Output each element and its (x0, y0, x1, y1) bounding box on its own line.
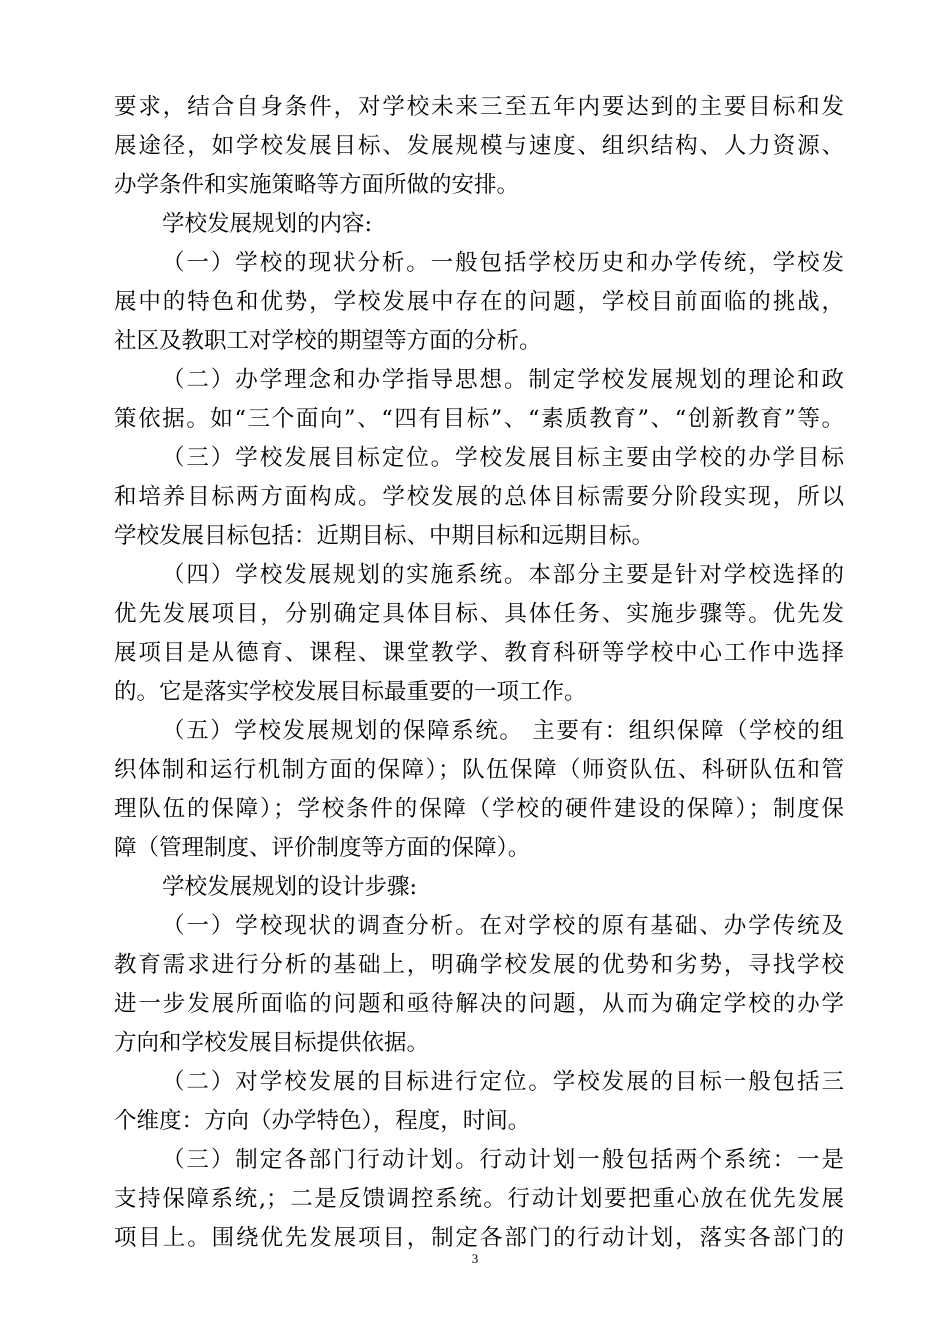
text-line: 优先发展项目，分别确定具体目标、具体任务、实施步骤等。优先发 (114, 601, 844, 627)
text-line: 学校发展规划的设计步骤: (162, 874, 418, 900)
document-body (114, 88, 844, 1258)
text-line: 理队伍的保障）；学校条件的保障（学校的硬件建设的保障）；制度保 (114, 796, 844, 822)
text-line: （二）对学校发展的目标进行定位。学校发展的目标一般包括三 (162, 1069, 844, 1095)
text-line: 织体制和运行机制方面的保障）；队伍保障（师资队伍、科研队伍和管 (114, 757, 844, 783)
text-line: 学校发展规划的内容: (162, 211, 373, 237)
text-line: 和培养目标两方面构成。学校发展的总体目标需要分阶段实现，所以 (114, 484, 844, 510)
text-line: 策依据。如“三个面向”、“四有目标”、“素质教育”、“创新教育”等。 (114, 406, 844, 432)
text-line: 办学条件和实施策略等方面所做的安排。 (114, 172, 520, 198)
text-line: 项目上。围绕优先发展项目，制定各部门的行动计划，落实各部门的 (114, 1225, 844, 1251)
text-line: 社区及教职工对学校的期望等方面的分析。 (114, 328, 542, 354)
text-line: （三）学校发展目标定位。学校发展目标主要由学校的办学目标 (162, 445, 844, 471)
text-line: 个维度：方向（办学特色），程度，时间。 (114, 1108, 531, 1134)
text-line: （一）学校的现状分析。一般包括学校历史和办学传统，学校发 (162, 250, 844, 276)
text-line: 展中的特色和优势，学校发展中存在的问题，学校目前面临的挑战， (114, 289, 844, 315)
text-line: 学校发展目标包括：近期目标、中期目标和远期目标。 (114, 523, 655, 549)
text-line: 的。它是落实学校发展目标最重要的一项工作。 (114, 679, 587, 705)
text-line: 进一步发展所面临的问题和亟待解决的问题，从而为确定学校的办学 (114, 991, 844, 1017)
text-line: （四）学校发展规划的实施系统。本部分主要是针对学校选择的 (162, 562, 844, 588)
text-line: 方向和学校发展目标提供依据。 (114, 1030, 430, 1056)
text-line: （三）制定各部门行动计划。行动计划一般包括两个系统：一是 (162, 1147, 844, 1173)
text-line: 教育需求进行分析的基础上，明确学校发展的优势和劣势，寻找学校 (114, 952, 844, 978)
text-line: 展途径，如学校发展目标、发展规模与速度、组织结构、人力资源、 (114, 133, 844, 159)
text-line: （一）学校现状的调查分析。在对学校的原有基础、办学传统及 (162, 913, 844, 939)
page-number: 3 (471, 1251, 479, 1266)
text-line: 要求，结合自身条件，对学校未来三至五年内要达到的主要目标和发 (114, 94, 844, 120)
text-line: （二）办学理念和办学指导思想。制定学校发展规划的理论和政 (162, 367, 844, 393)
text-line: 支持保障系统,；二是反馈调控系统。行动计划要把重心放在优先发展 (114, 1186, 844, 1212)
text-line: 障（管理制度、评价制度等方面的保障）。 (114, 835, 531, 861)
text-line: （五）学校发展规划的保障系统。 主要有：组织保障（学校的组 (162, 718, 844, 744)
text-line: 展项目是从德育、课程、课堂教学、教育科研等学校中心工作中选择 (114, 640, 844, 666)
